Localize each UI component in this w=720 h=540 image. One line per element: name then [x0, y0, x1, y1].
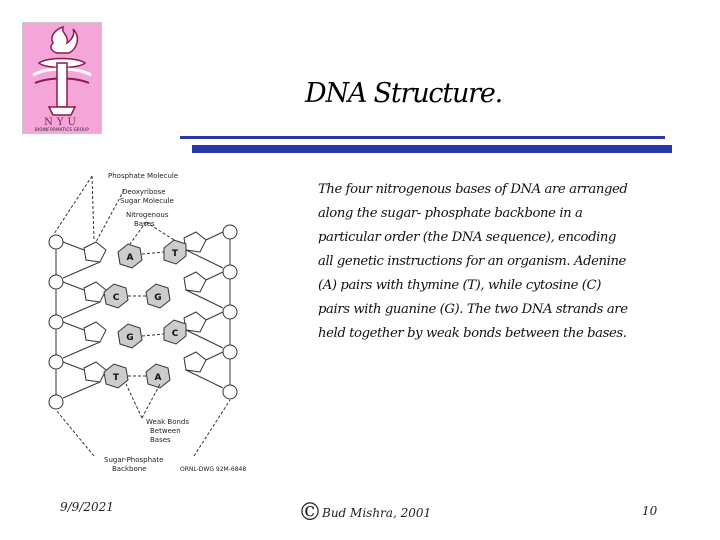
copyright-icon: © — [298, 498, 322, 526]
deoxyribose-label: Deoxyribose — [122, 188, 166, 196]
figure-code: ORNL-DWG 92M-6848 — [180, 466, 247, 473]
base-letter: G — [154, 293, 162, 303]
base-letter: A — [154, 373, 162, 383]
slide-title: DNA Structure. — [305, 78, 503, 109]
torch-icon — [23, 23, 101, 133]
sugar-left — [84, 362, 106, 382]
sugar-left — [84, 242, 106, 262]
weak-bonds-label: Bases — [150, 436, 171, 444]
slide-body-text: The four nitrogenous bases of DNA are arranged along the sugar- phosphate backbone in a particular order (the DNA sequence), encoding all genetic instructions for an organism. Adenine (A) pairs with thymine (T), while cytosine (C) pairs with guanine (G). The two DNA strands are held together by weak bonds between the bases. — [318, 182, 628, 341]
weak-bonds-label: Weak Bonds — [146, 418, 189, 426]
base-letter: A — [126, 253, 134, 263]
phosphate-right — [223, 225, 237, 239]
base-letter: T — [112, 373, 120, 383]
sugar-right — [184, 312, 206, 332]
sugar-right — [184, 272, 206, 292]
footer-copyright — [298, 498, 431, 526]
base-letter: G — [126, 333, 134, 343]
backbone-label: Backbone — [112, 465, 147, 473]
phosphate-label: Phosphate Molecule — [108, 172, 179, 180]
base-letter: T — [171, 249, 179, 259]
phosphate-right — [223, 305, 237, 319]
dna-diagram — [34, 160, 274, 480]
phosphate-left — [49, 355, 63, 369]
nitrogenous-label: Nitrogenous — [126, 211, 169, 219]
base-letter: C — [171, 329, 179, 339]
footer-author: Bud Mishra, 2001 — [322, 506, 432, 520]
sugar-right — [184, 232, 206, 252]
weak-bonds-label: Between — [150, 427, 181, 435]
deoxyribose-label: Sugar Molecule — [120, 197, 174, 205]
phosphate-left — [49, 235, 63, 249]
sugar-right — [184, 352, 206, 372]
phosphate-right — [223, 385, 237, 399]
sugar-left — [84, 322, 106, 342]
phosphate-left — [49, 395, 63, 409]
phosphate-right — [223, 345, 237, 359]
base-letter: C — [112, 293, 120, 303]
phosphate-left — [49, 315, 63, 329]
backbone-label: Sugar-Phosphate — [104, 456, 164, 464]
phosphate-right — [223, 265, 237, 279]
sugar-left — [84, 282, 106, 302]
nitrogenous-label: Bases — [134, 220, 155, 228]
svg-text:NYU: NYU — [44, 117, 80, 128]
title-rule-bottom — [192, 145, 672, 153]
nyu-logo — [22, 22, 102, 134]
title-rule-top — [180, 136, 665, 139]
page-number: 10 — [642, 504, 658, 518]
phosphate-left — [49, 275, 63, 289]
logo-caption: BIOINFORMATICS GROUP — [35, 127, 89, 132]
footer-date: 9/9/2021 — [60, 500, 114, 514]
